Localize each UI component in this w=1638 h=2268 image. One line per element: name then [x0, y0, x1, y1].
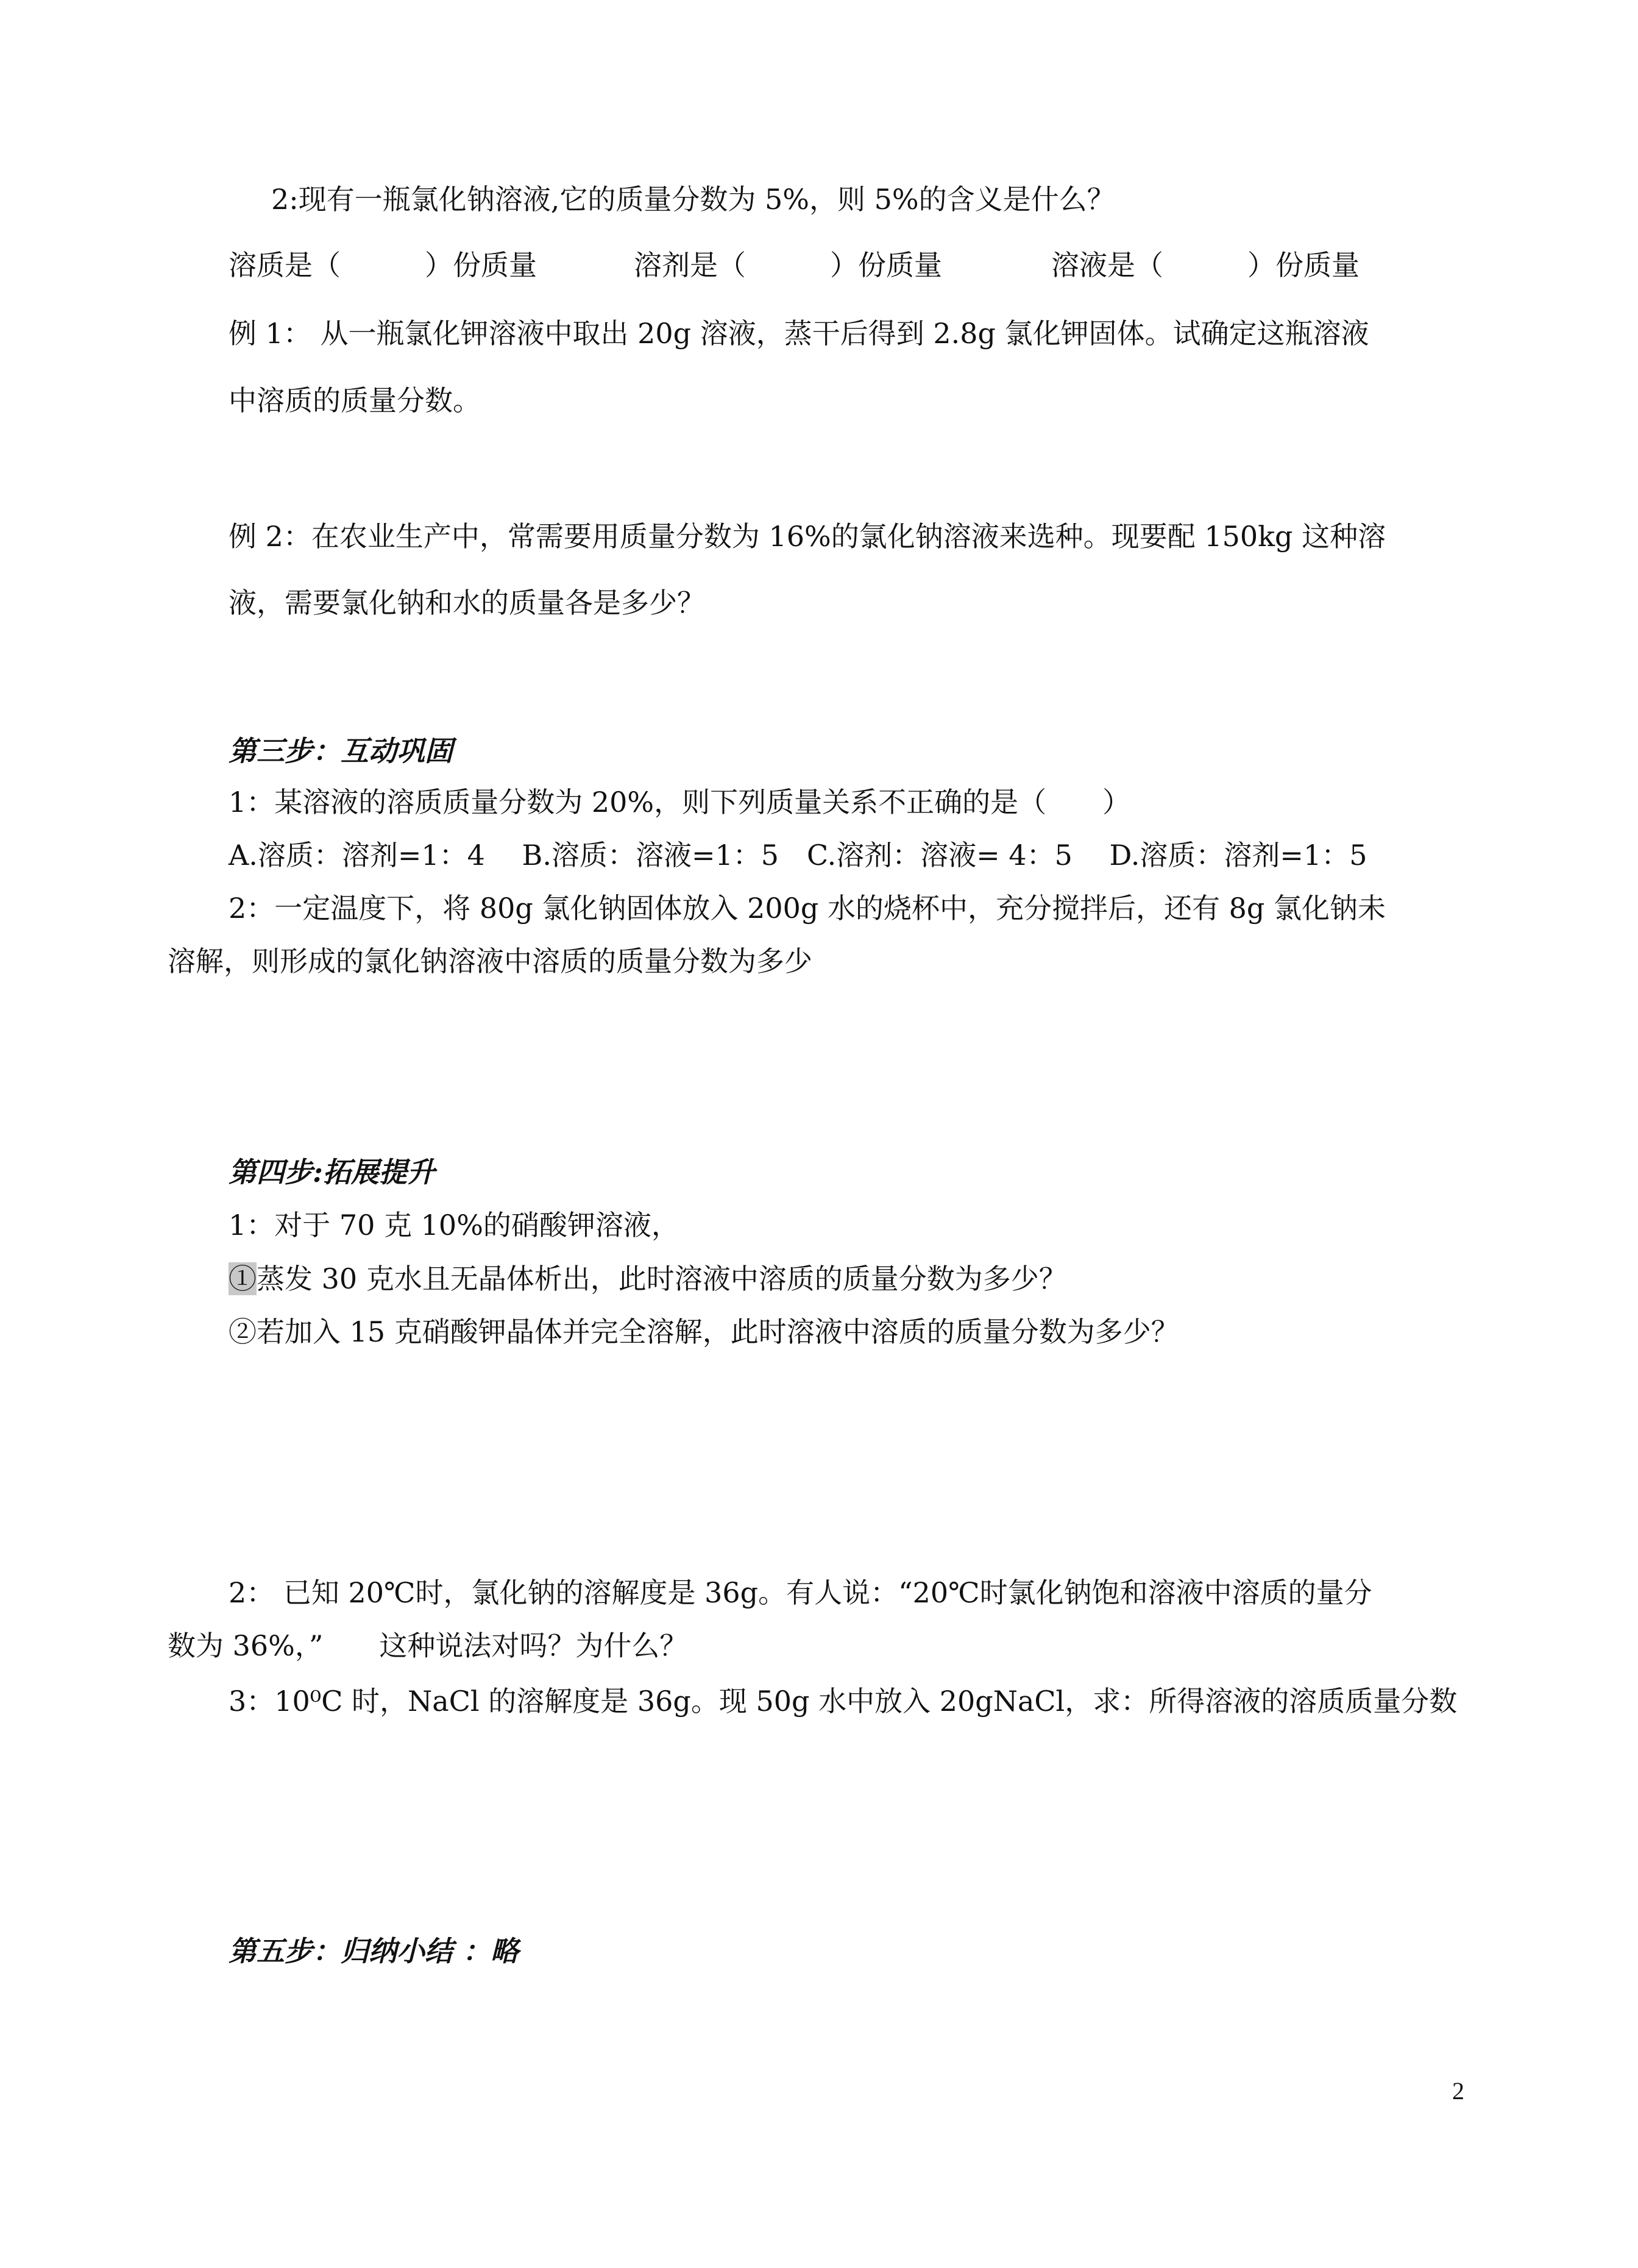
highlighted-marker: ①	[229, 1262, 257, 1295]
example-1-line-1: 例 1： 从一瓶氯化钾溶液中取出 20g 溶液，蒸干后得到 2.8g 氯化钾固体。试确定这瓶溶液	[229, 317, 1369, 350]
fill-solvent: 溶剂是（ ）份质量	[634, 249, 942, 282]
step-4-question-1: 1：对于 70 克 10%的硝酸钾溶液，	[229, 1209, 679, 1242]
step-3-question-1: 1：某溶液的溶质质量分数为 20%，则下列质量关系不正确的是（ ）	[229, 786, 1131, 819]
step-3-question-2-line-1: 2：一定温度下，将 80g 氯化钠固体放入 200g 水的烧杯中，充分搅拌后，还有 8g 氯化钠未	[229, 892, 1386, 925]
example-2-line-2: 液，需要氯化钠和水的质量各是多少？	[229, 586, 705, 619]
step-4-question-1-part-1	[229, 1260, 1067, 1297]
page-number: 2	[1452, 2077, 1464, 2105]
example-2-line-1: 例 2：在农业生产中，常需要用质量分数为 16%的氯化钠溶液来选种。现要配 150kg 这种溶	[229, 520, 1386, 553]
fill-solute: 溶质是（ ）份质量	[229, 249, 537, 282]
step-3-heading: 第三步：互动巩固	[229, 734, 453, 767]
example-1-line-2: 中溶质的质量分数。	[229, 384, 481, 417]
question-2-intro: 2:现有一瓶氯化钠溶液,它的质量分数为 5%，则 5%的含义是什么？	[271, 183, 1115, 216]
step-4-question-2-line-1: 2： 已知 20℃时，氯化钠的溶解度是 36g。有人说：“20℃时氯化钠饱和溶液中溶质的量分	[229, 1576, 1372, 1609]
step-3-options: A.溶质：溶剂=1：4 B.溶质：溶液=1：5 C.溶剂：溶液= 4：5 D.溶质：溶剂=1：5	[229, 839, 1367, 872]
step-4-question-2-line-2: 数为 36%，” 这种说法对吗？为什么？	[168, 1629, 688, 1662]
step-4-question-1-part-2: ②若加入 15 克硝酸钾晶体并完全溶解，此时溶液中溶质的质量分数为多少？	[229, 1315, 1179, 1348]
step-3-question-2-line-2: 溶解，则形成的氯化钠溶液中溶质的质量分数为多少	[168, 945, 812, 978]
step-4-heading: 第四步:拓展提升	[229, 1156, 435, 1189]
step-5-heading: 第五步：归纳小结 ：略	[229, 1935, 519, 1968]
step-4-question-3: 3：10⁰C 时，NaCl 的溶解度是 36g。现 50g 水中放入 20gNaCl，求：所得溶液的溶质质量分数	[229, 1685, 1458, 1718]
fill-solution: 溶液是（ ）份质量	[1051, 249, 1360, 282]
part-1-text: 蒸发 30 克水且无晶体析出，此时溶液中溶质的质量分数为多少？	[257, 1262, 1067, 1295]
